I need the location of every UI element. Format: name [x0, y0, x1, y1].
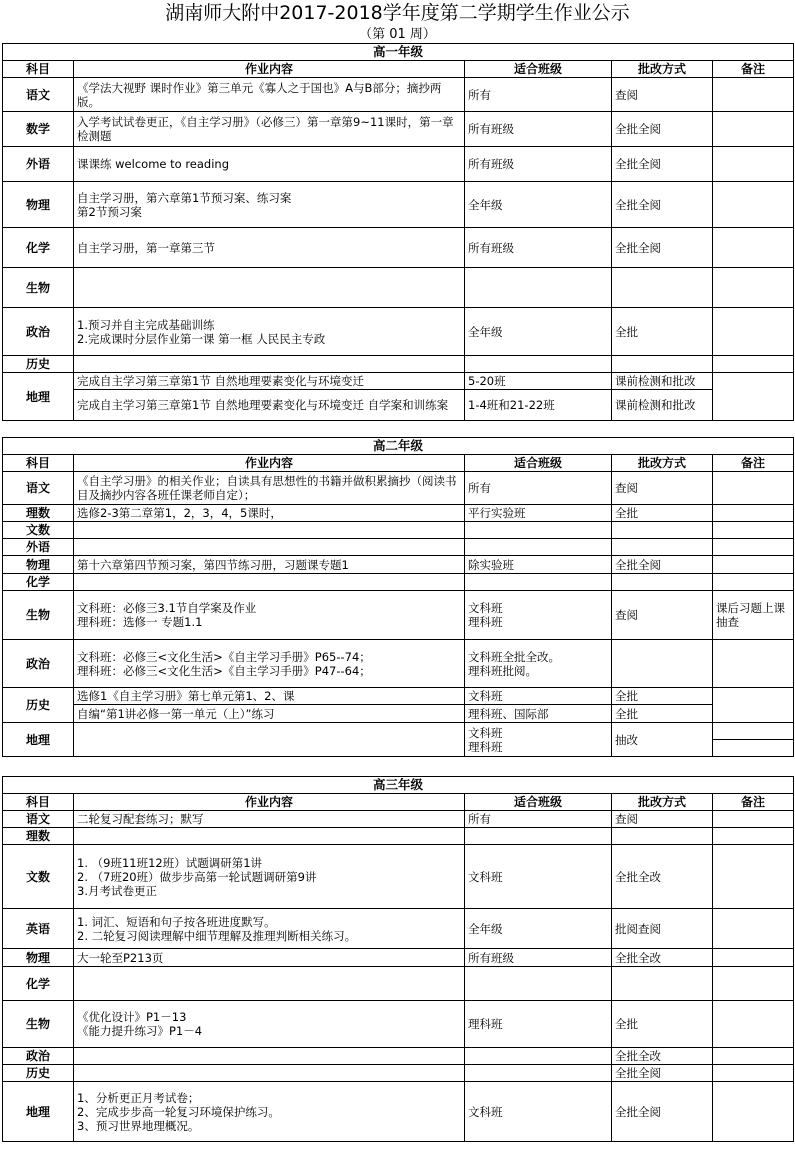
note-cell	[713, 78, 794, 112]
table-row	[3, 505, 794, 522]
classes-cell	[465, 967, 612, 1001]
subject-cell: 生物	[3, 1001, 74, 1048]
classes-line: 文科班	[468, 725, 503, 740]
content-line: 2. 二轮复习阅读理解中细节理解及推理判断相关练习。	[77, 928, 357, 943]
table-row	[3, 112, 794, 147]
content-cell: 自主学习册，第一章第三节	[74, 228, 465, 268]
content-cell: 《自主学习册》的相关作业；自读具有思想性的书籍并做积累摘抄（阅读书目及摘抄内容各班任课老师自定）；	[74, 472, 465, 505]
header-classes: 适合班级	[465, 61, 612, 78]
method-cell: 查阅	[612, 78, 713, 112]
content-cell	[74, 574, 465, 591]
header-classes: 适合班级	[465, 455, 612, 472]
grade-label: 高一年级	[3, 44, 794, 61]
subject-cell: 历史	[3, 688, 74, 723]
method-cell	[612, 828, 713, 845]
table-row	[3, 539, 794, 556]
subject-cell: 语文	[3, 472, 74, 505]
method-cell: 全批	[612, 1001, 713, 1048]
table-row	[3, 1001, 794, 1048]
method-cell: 全批	[612, 688, 713, 705]
spacer-row	[3, 757, 794, 777]
content-cell: 完成自主学习第三章第1节 自然地理要素变化与环境变迁	[74, 373, 465, 390]
classes-cell: 所有班级	[465, 147, 612, 182]
table-row	[3, 640, 794, 688]
content-line: 2. （7班20班）做步步高第一轮试题调研第9讲	[77, 869, 317, 884]
classes-cell	[465, 268, 612, 308]
table-row	[3, 356, 794, 373]
homework-table	[2, 43, 794, 1142]
method-cell: 课前检测和批改	[612, 390, 713, 421]
table-row	[3, 522, 794, 539]
method-cell: 查阅	[612, 591, 713, 640]
classes-cell: 所有班级	[465, 228, 612, 268]
classes-cell	[465, 723, 612, 757]
method-cell: 全批	[612, 505, 713, 522]
classes-cell	[465, 1048, 612, 1065]
content-cell	[74, 182, 465, 228]
content-line: 第2节预习案	[77, 204, 142, 219]
subject-cell: 化学	[3, 967, 74, 1001]
content-line: 《优化设计》P1－13	[77, 1010, 187, 1024]
content-cell	[74, 539, 465, 556]
method-cell: 全批全阅	[612, 182, 713, 228]
note-cell	[713, 811, 794, 828]
subject-cell: 政治	[3, 308, 74, 356]
note-cell	[713, 539, 794, 556]
table-row	[3, 147, 794, 182]
classes-line: 理科班批阅。	[468, 663, 537, 678]
subject-cell: 政治	[3, 1048, 74, 1065]
content-cell: 第十六章第四节预习案，第四节练习册，习题课专题1	[74, 556, 465, 574]
note-cell	[713, 688, 794, 723]
table-row	[3, 182, 794, 228]
classes-cell	[465, 1065, 612, 1082]
classes-line: 文科班	[468, 601, 503, 615]
header-content: 作业内容	[74, 61, 465, 78]
content-cell	[74, 828, 465, 845]
method-cell: 全批全阅	[612, 112, 713, 147]
note-cell	[713, 268, 794, 308]
classes-cell	[465, 356, 612, 373]
column-header-row	[3, 61, 794, 78]
table-row	[3, 472, 794, 505]
content-line: 文科班：必修三<文化生活>《自主学习手册》P65--74；	[77, 649, 371, 664]
header-method: 批改方式	[612, 455, 713, 472]
subject-cell: 数学	[3, 112, 74, 147]
classes-cell: 所有	[465, 811, 612, 828]
content-line: 理科班：必修三<文化生活>《自主学习手册》P47--64；	[77, 663, 371, 678]
column-header-row	[3, 455, 794, 472]
table-row	[3, 723, 794, 757]
content-line: 3.月考试卷更正	[77, 883, 157, 898]
classes-line: 文科班全批全改。	[468, 649, 560, 664]
subject-cell: 政治	[3, 640, 74, 688]
note-cell	[713, 909, 794, 949]
content-cell	[74, 967, 465, 1001]
note-cell	[713, 574, 794, 591]
classes-cell: 理科班、国际部	[465, 705, 612, 723]
note-cell	[713, 1001, 794, 1048]
content-line: 1.预习并自主完成基础训练	[77, 317, 215, 332]
note-cell	[713, 640, 794, 688]
classes-cell: 所有班级	[465, 112, 612, 147]
subject-cell: 地理	[3, 723, 74, 757]
method-cell: 课前检测和批改	[612, 373, 713, 390]
content-cell	[74, 1065, 465, 1082]
note-cell	[713, 556, 794, 574]
subject-cell: 历史	[3, 1065, 74, 1082]
content-line: 2、完成步步高一轮复习环境保护练习。	[77, 1104, 280, 1119]
content-cell: 《学法大视野 课时作业》第三单元《寡人之于国也》A与B部分；摘抄两版。	[74, 78, 465, 112]
grade-header-row	[3, 777, 794, 794]
classes-cell: 所有班级	[465, 949, 612, 967]
table-row	[3, 308, 794, 356]
table-row	[3, 268, 794, 308]
subject-cell: 理数	[3, 828, 74, 845]
classes-cell	[465, 574, 612, 591]
subject-cell: 英语	[3, 909, 74, 949]
subject-cell: 语文	[3, 78, 74, 112]
table-row	[3, 1065, 794, 1082]
method-cell: 全批	[612, 308, 713, 356]
header-method: 批改方式	[612, 794, 713, 811]
table-row	[3, 828, 794, 845]
note-cell	[713, 182, 794, 228]
note-cell	[713, 505, 794, 522]
subject-cell: 生物	[3, 268, 74, 308]
content-cell: 完成自主学习第三章第1节 自然地理要素变化与环境变迁 自学案和训练案	[74, 390, 465, 421]
classes-cell: 全年级	[465, 909, 612, 949]
header-content: 作业内容	[74, 794, 465, 811]
subject-cell: 语文	[3, 811, 74, 828]
method-cell	[612, 522, 713, 539]
table-row	[3, 811, 794, 828]
note-cell	[713, 723, 794, 757]
grade-header-row	[3, 438, 794, 455]
table-row	[3, 390, 794, 421]
method-cell	[612, 574, 713, 591]
method-cell: 全批全改	[612, 1048, 713, 1065]
subject-cell: 外语	[3, 147, 74, 182]
method-cell	[612, 268, 713, 308]
method-cell: 全批全改	[612, 845, 713, 909]
subject-cell: 文数	[3, 845, 74, 909]
method-cell: 批阅查阅	[612, 909, 713, 949]
classes-line: 理科班	[468, 615, 503, 629]
content-line: 理科班：选修一 专题1.1	[77, 615, 203, 629]
note-cell	[713, 112, 794, 147]
note-cell	[713, 1082, 794, 1142]
content-cell: 选修1《自主学习册》第七单元第1、2、课	[74, 688, 465, 705]
content-line: 3、预习世界地理概况。	[77, 1118, 200, 1133]
content-cell: 选修2-3第二章第1，2，3，4，5课时，	[74, 505, 465, 522]
classes-cell: 5-20班	[465, 373, 612, 390]
page-title: 湖南师大附中2017-2018学年度第二学期学生作业公示	[165, 2, 630, 24]
method-cell	[612, 967, 713, 1001]
method-cell: 查阅	[612, 811, 713, 828]
classes-cell	[465, 640, 612, 688]
table-row	[3, 909, 794, 949]
table-row	[3, 373, 794, 390]
classes-cell	[465, 828, 612, 845]
grade-label: 高三年级	[3, 777, 794, 794]
content-cell: 二轮复习配套练习；默写	[74, 811, 465, 828]
table-row	[3, 845, 794, 909]
header-content: 作业内容	[74, 455, 465, 472]
content-cell: 入学考试试卷更正，《自主学习册》（必修三）第一章第9~11课时，第一章检测题	[74, 112, 465, 147]
content-cell	[74, 591, 465, 640]
spacer-row	[3, 421, 794, 438]
header-note: 备注	[713, 61, 794, 78]
method-cell: 全批全阅	[612, 1065, 713, 1082]
note-cell	[713, 967, 794, 1001]
subject-cell: 文数	[3, 522, 74, 539]
header-subject: 科目	[3, 794, 74, 811]
subject-cell: 历史	[3, 356, 74, 373]
content-line: 2.完成课时分层作业第一课 第一框 人民民主专政	[77, 331, 326, 346]
week-label: （第 01 周）	[359, 27, 436, 42]
table-row	[3, 228, 794, 268]
classes-cell: 文科班	[465, 845, 612, 909]
classes-cell: 全年级	[465, 182, 612, 228]
method-cell: 全批	[612, 705, 713, 723]
header-method: 批改方式	[612, 61, 713, 78]
grade-header-row	[3, 44, 794, 61]
method-cell: 抽改	[612, 723, 713, 757]
content-cell	[74, 522, 465, 539]
classes-cell	[465, 522, 612, 539]
method-cell	[612, 356, 713, 373]
content-cell: 自编“第1讲必修一第一单元（上）”练习	[74, 705, 465, 723]
note-cell	[713, 522, 794, 539]
content-cell	[74, 308, 465, 356]
content-line: 1. （9班11班12班）试题调研第1讲	[77, 855, 263, 870]
table-row	[3, 1048, 794, 1065]
note-cell	[713, 828, 794, 845]
table-row	[3, 688, 794, 705]
note-cell	[713, 1048, 794, 1065]
content-line: 文科班：必修三3.1节自学案及作业	[77, 601, 257, 615]
table-row	[3, 78, 794, 112]
table-row	[3, 1082, 794, 1142]
table-row	[3, 705, 794, 723]
subject-cell: 化学	[3, 574, 74, 591]
method-cell: 全批全改	[612, 949, 713, 967]
classes-cell: 所有	[465, 78, 612, 112]
content-line: 1、分析更正月考试卷；	[77, 1090, 200, 1105]
method-cell: 查阅	[612, 472, 713, 505]
table-row	[3, 574, 794, 591]
classes-cell: 所有	[465, 472, 612, 505]
note-cell	[713, 845, 794, 909]
note-cell	[713, 1065, 794, 1082]
content-cell	[74, 1001, 465, 1048]
table-row	[3, 949, 794, 967]
classes-cell	[465, 539, 612, 556]
content-line: 《能力提升练习》P1－4	[77, 1024, 203, 1038]
subject-cell: 物理	[3, 556, 74, 574]
subject-cell: 生物	[3, 591, 74, 640]
table-row	[3, 591, 794, 640]
classes-cell: 文科班	[465, 1082, 612, 1142]
header-subject: 科目	[3, 61, 74, 78]
classes-cell: 平行实验班	[465, 505, 612, 522]
content-cell	[74, 640, 465, 688]
subject-cell: 化学	[3, 228, 74, 268]
content-cell: 课课练 welcome to reading	[74, 147, 465, 182]
method-cell: 全批全阅	[612, 228, 713, 268]
header-note: 备注	[713, 794, 794, 811]
subject-cell: 理数	[3, 505, 74, 522]
note-cell	[713, 308, 794, 356]
header-classes: 适合班级	[465, 794, 612, 811]
classes-cell: 除实验班	[465, 556, 612, 574]
classes-cell: 1-4班和21-22班	[465, 390, 612, 421]
subject-cell: 物理	[3, 949, 74, 967]
content-cell	[74, 1048, 465, 1065]
note-cell	[713, 373, 794, 421]
subject-cell: 外语	[3, 539, 74, 556]
classes-cell: 全年级	[465, 308, 612, 356]
method-cell	[612, 640, 713, 688]
content-cell	[74, 1082, 465, 1142]
header-note: 备注	[713, 455, 794, 472]
grade-label: 高二年级	[3, 438, 794, 455]
subject-cell: 地理	[3, 1082, 74, 1142]
header-subject: 科目	[3, 455, 74, 472]
column-header-row	[3, 794, 794, 811]
content-cell	[74, 909, 465, 949]
method-cell: 全批全阅	[612, 147, 713, 182]
subject-cell: 地理	[3, 373, 74, 421]
subject-cell: 物理	[3, 182, 74, 228]
note-cell	[713, 147, 794, 182]
content-cell	[74, 723, 465, 757]
classes-cell: 理科班	[465, 1001, 612, 1048]
content-line: 1. 词汇、短语和句子按各班进度默写。	[77, 914, 276, 929]
classes-line: 理科班	[468, 739, 503, 754]
method-cell	[612, 539, 713, 556]
classes-cell	[465, 591, 612, 640]
note-cell	[713, 949, 794, 967]
content-cell	[74, 845, 465, 909]
content-cell: 大一轮至P213页	[74, 949, 465, 967]
note-cell	[713, 228, 794, 268]
classes-cell: 文科班	[465, 688, 612, 705]
note-cell	[713, 356, 794, 373]
method-cell: 全批全阅	[612, 556, 713, 574]
note-cell: 课后习题上课抽查	[713, 591, 794, 640]
content-line: 自主学习册，第六章第1节预习案、练习案	[77, 190, 292, 205]
method-cell: 全批全阅	[612, 1082, 713, 1142]
table-row	[3, 556, 794, 574]
content-cell	[74, 268, 465, 308]
content-cell	[74, 356, 465, 373]
table-row	[3, 967, 794, 1001]
note-cell	[713, 472, 794, 505]
